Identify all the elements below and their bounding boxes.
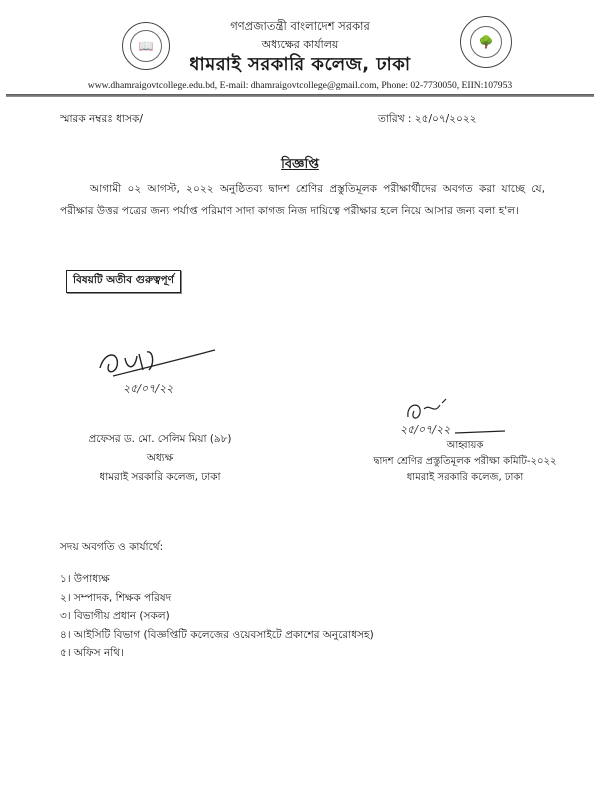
notice-body: আগামী ০২ আগস্ট, ২০২২ অনুষ্ঠিতব্য দ্বাদশ শ্রেণির প্রস্তুতিমূলক পরীক্ষার্থীদের অবগত করা যাচ্ছে যে, পরীক্ষার উত্তর পত্রের জন্য পর্যাপ্ত পরিমাণ সাদা কাগজ নিজ দায়িত্বে পরীক্ষার হলে নিয়ে আসার জন্য বলা হ'ল।: [60, 183, 545, 217]
memo-number: স্মারক নম্বরঃ ধাসক/: [60, 113, 143, 125]
principal-name: প্রফেসর ড. মো. সেলিম মিয়া (৯৮): [88, 433, 232, 445]
college-name: ধামরাই সরকারি কলেজ, ঢাকা: [189, 54, 411, 75]
header-divider: [6, 94, 594, 97]
principal-block: [60, 430, 260, 487]
distribution-list: [60, 570, 374, 663]
principal-institution: ধামরাই সরকারি কলেজ, ঢাকা: [99, 471, 221, 483]
principal-designation: অধ্যক্ষ: [146, 452, 174, 464]
distribution-item: ৩। বিভাগীয় প্রধান (সকল): [60, 610, 170, 622]
convener-institution: ধামরাই সরকারি কলেজ, ঢাকা: [406, 472, 524, 483]
office-title: অধ্যক্ষের কার্যালয়: [261, 38, 339, 51]
distribution-item: ১। উপাধ্যক্ষ: [60, 573, 110, 585]
notice-date: তারিখ : ২৫/০৭/২০২২: [378, 113, 477, 125]
principal-signed-date: ২৫/০৭/২২: [123, 382, 174, 395]
convener-designation: আহ্বায়ক: [446, 440, 484, 451]
distribution-item: ২। সম্পাদক, শিক্ষক পরিষদ: [60, 591, 172, 604]
government-title: গণপ্রজাতন্ত্রী বাংলাদেশ সরকার: [230, 19, 370, 33]
notice-title: বিজ্ঞপ্তি: [281, 157, 319, 172]
distribution-heading: সদয় অবগতি ও কার্যার্থে:: [60, 541, 164, 553]
tree-book-icon: 🌳: [470, 26, 502, 58]
book-icon: 📖: [130, 30, 162, 62]
convener-committee: দ্বাদশ শ্রেণির প্রস্তুতিমূলক পরীক্ষা কমিটি-২০২২: [373, 456, 557, 467]
principal-signature: [95, 340, 225, 404]
distribution-item: ৪। আইসিটি বিভাগ (বিজ্ঞপ্তিটি কলেজের ওয়েবসাইটে প্রকাশের অনুরোধসহ): [60, 628, 374, 641]
important-box: বিষয়টি অতীব গুরুত্বপূর্ণ: [66, 270, 181, 293]
convener-block: [340, 438, 590, 486]
distribution-item: ৫। অফিস নথি।: [60, 647, 124, 659]
contact-line: www.dhamraigovtcollege.edu.bd, E-mail: dhamraigovtcollege@gmail.com, Phone: 02-7730050, EIIN:107953: [87, 80, 513, 91]
convener-signed-date: ২৫/০৭/২২: [400, 423, 451, 436]
convener-signature: [400, 395, 510, 444]
